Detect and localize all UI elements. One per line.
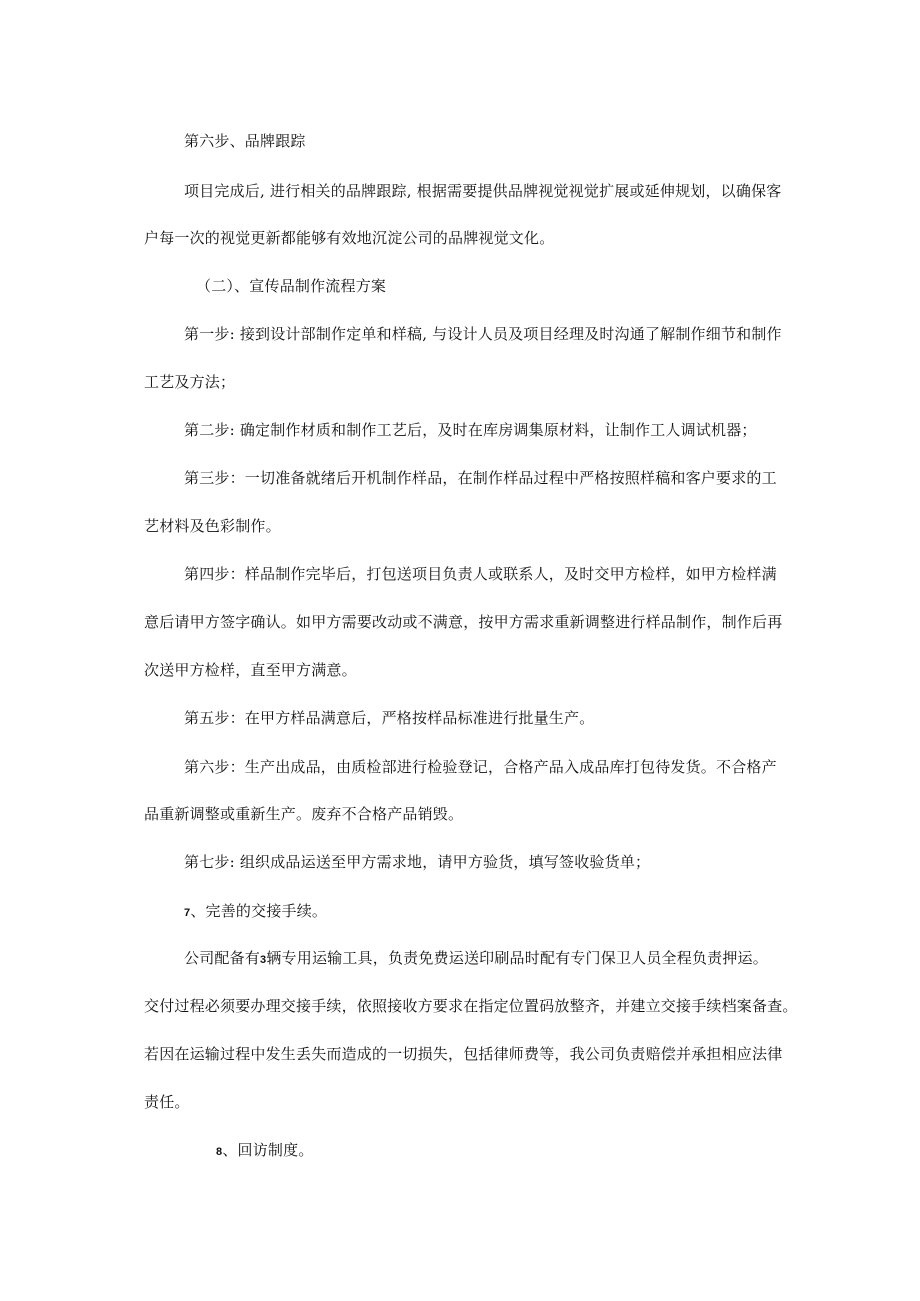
paragraph-line: 第四步：样品制作完毕后，打包送项目负责人或联系人，及时交甲方检样，如甲方检样满 <box>184 565 777 583</box>
item-7-number: 7 <box>184 907 191 919</box>
paragraph-line: 第二步: 确定制作材质和制作工艺后，及时在库房调集原材料，让制作工人调试机器； <box>184 421 757 439</box>
item-7-heading <box>184 901 327 923</box>
paragraph-line <box>184 948 768 970</box>
paragraph-line: 工艺及方法； <box>144 373 236 391</box>
paragraph-line: 项目完成后, 进行相关的品牌跟踪, 根据需要提供品牌视觉视觉扩展或延伸规划，以确保客 <box>184 182 782 200</box>
transport-text-start: 公司配备有 <box>184 949 261 967</box>
step-six-brand-tracking-heading: 第六步、品牌跟踪 <box>184 132 306 150</box>
paragraph-line: 第七步: 组织成品运送至甲方需求地，请甲方验货，填写签收验货单； <box>184 853 651 871</box>
paragraph-line: 第六步：生产出成品，由质检部进行检验登记，合格产品入成品库打包待发货。不合格产 <box>184 758 777 776</box>
paragraph-line: 交付过程必须要办理交接手续，依照接收方要求在指定位置码放整齐，并建立交接手续档案备查。 <box>144 997 798 1015</box>
paragraph-line: 品重新调整或重新生产。废弃不合格产品销毁。 <box>144 805 464 823</box>
paragraph-line: 第一步: 接到设计部制作定单和样稿, 与设计人员及项目经理及时沟通了解制作细节和制作 <box>184 325 782 343</box>
section-heading-promo-production: （二）、宣传品制作流程方案 <box>196 277 387 295</box>
paragraph-line: 户每一次的视觉更新都能够有效地沉淀公司的品牌视觉文化。 <box>144 229 555 247</box>
item-7-text: 、完善的交接手续。 <box>190 902 328 920</box>
paragraph-line: 第三步：一切准备就绪后开机制作样品，在制作样品过程中严格按照样稿和客户要求的工 <box>184 469 777 487</box>
item-8-heading <box>216 1140 314 1162</box>
paragraph-line: 次送甲方检样，直至甲方满意。 <box>144 661 357 679</box>
paragraph-line: 艺材料及色彩制作。 <box>144 517 281 535</box>
paragraph-line: 责任。 <box>144 1093 190 1111</box>
paragraph-line: 意后请甲方签字确认。如甲方需要改动或不满意，按甲方需求重新调整进行样品制作，制作后再 <box>144 613 783 631</box>
paragraph-line: 若因在运输过程中发生丢失而造成的一切损失，包括律师费等，我公司负责赔偿并承担相应法律 <box>144 1045 783 1063</box>
transport-text-end: 辆专用运输工具，负责免费运送印刷品时配有专门保卫人员全程负责押运。 <box>266 949 768 967</box>
item-8-text: 、回访制度。 <box>222 1141 314 1159</box>
item-8-number: 8 <box>216 1146 223 1158</box>
transport-count: 3 <box>260 954 267 966</box>
paragraph-line: 第五步：在甲方样品满意后，严格按样品标准进行批量生产。 <box>184 709 595 727</box>
